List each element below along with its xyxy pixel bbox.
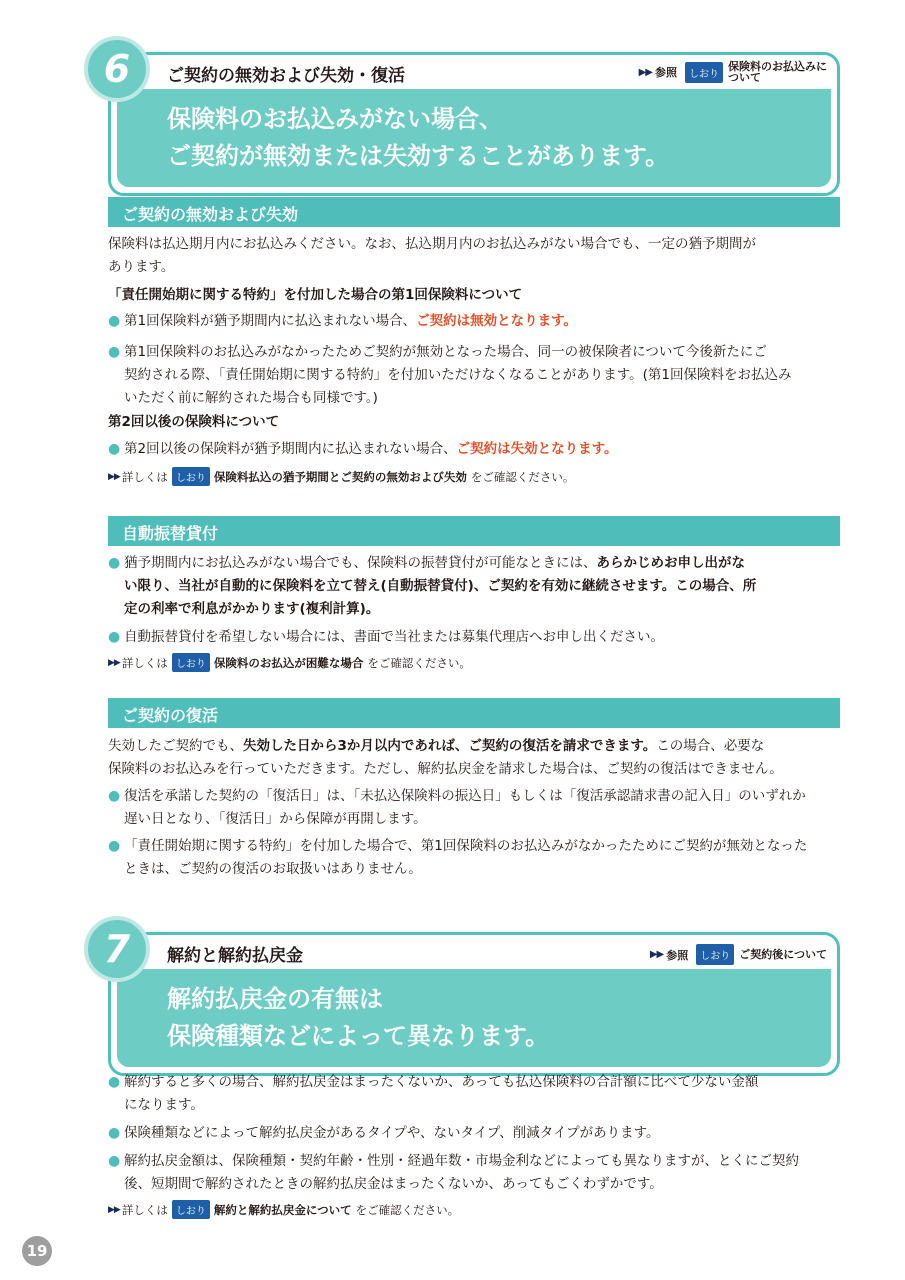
bullet-line: いただく前に解約された場合も同様です。) (124, 390, 378, 406)
bullet-line: になります。 (124, 1097, 204, 1113)
see-suffix: をご確認ください。 (367, 655, 471, 670)
bullet-icon: ● (108, 629, 121, 645)
shiori-badge[interactable]: しおり (696, 944, 734, 965)
bullet-icon: ● (108, 1153, 121, 1169)
revival-intro (108, 735, 843, 781)
section-7-title: 解約と解約払戻金 (167, 946, 303, 966)
bullet-icon: ● (108, 838, 121, 854)
subsection-heading-revival: ご契約の復活 (108, 698, 840, 728)
headline-line2: 保険種類などによって異なります。 (167, 1022, 550, 1050)
bullet-icon: ● (108, 313, 121, 329)
revival-intro-line2: 保険料のお払込みを行っていただきます。ただし、解約払戻金を請求した場合は、ご契約の復活はできません。 (108, 761, 783, 777)
bullet-text: 保険種類などによって解約払戻金があるタイプや、ないタイプ、削減タイプがあります。 (124, 1125, 660, 1141)
bullet-text: 自動振替貸付を希望しない場合には、書面で当社または募集代理店へお申し出ください。 (124, 629, 664, 645)
reference-text[interactable]: ご契約後について (739, 948, 827, 961)
invalid-intro-line1: 保険料は払込期月内にお払込みください。なお、払込期月内のお払込みがない場合でも、一定の猶予期間が (108, 236, 756, 252)
bullet-line: 復活を承諾した契約の「復活日」は、「未払込保険料の振込日」もしくは「復活承認請求書の記入日」のいずれか (124, 788, 806, 804)
double-arrow-icon: ▶▶ (108, 657, 120, 668)
revival-intro-emphasis: 失効した日から3か月以内であれば、ご契約の復活を請求できます。 (243, 738, 657, 754)
double-arrow-icon: ▶▶ (108, 471, 120, 482)
see-title: 解約と解約払戻金について (213, 1202, 352, 1217)
bullet-line: 後、短期間で解約されたときの解約払戻金はまったくないか、あってもごくわずかです。 (124, 1176, 663, 1192)
invalid-intro-line2: あります。 (108, 259, 175, 275)
subsection-heading-auto-loan: 自動振替貸付 (108, 516, 840, 546)
bullet-line: 契約される際、「責任開始期に関する特約」を付加いただけなくなることがあります。(第1回保険料をお払込み (124, 367, 792, 383)
bullet-emphasis: あらかじめお申し出がな (596, 555, 745, 571)
section-7-headline (117, 969, 831, 1067)
list-item (108, 1122, 843, 1145)
headline-line1: 保険料のお払込みがない場合、 (167, 105, 503, 133)
list-item (108, 438, 843, 461)
double-arrow-icon: ▶▶ (649, 949, 664, 960)
section-6-title: ご契約の無効および失効・復活 (167, 66, 405, 86)
section-7-number-badge: 7 (84, 916, 150, 982)
section-7-box (108, 932, 840, 1076)
bullet-icon: ● (108, 1074, 121, 1090)
see-prefix: 詳しくは (121, 1202, 168, 1217)
bullet-icon: ● (108, 788, 121, 804)
see-prefix: 詳しくは (121, 469, 168, 484)
list-item (108, 310, 843, 333)
bullet-line: い限り、当社が自動的に保険料を立て替え(自動振替貸付)、ご契約を有効に継続させます。この場合、所 (124, 578, 757, 594)
list-item (108, 785, 843, 831)
bullet-line: 定の利率で利息がかかります(複利計算)。 (124, 601, 380, 617)
see-details-link[interactable] (108, 467, 574, 486)
section-6-headline (117, 89, 831, 187)
section-7-reference (650, 944, 827, 965)
page-number: 19 (22, 1236, 52, 1266)
revival-intro-text: 失効したご契約でも、 (108, 738, 243, 754)
reference-text[interactable] (728, 61, 827, 83)
bullet-icon: ● (108, 441, 121, 457)
shiori-badge: しおり (172, 653, 210, 672)
list-item (108, 626, 843, 649)
bullet-line: 遅い日となり、「復活日」から保障が再開します。 (124, 811, 427, 827)
shiori-badge: しおり (172, 1200, 210, 1219)
bullet-line: ときは、ご契約の復活のお取扱いはありません。 (124, 861, 422, 877)
first-premium-heading: 「責任開始期に関する特約」を付加した場合の第1回保険料について (108, 287, 523, 303)
bullet-text: 第2回以後の保険料が猶予期間内に払込まれない場合、 (124, 441, 457, 457)
see-suffix: をご確認ください。 (470, 469, 575, 484)
bullet-line: 解約すると多くの場合、解約払戻金はまったくないか、あっても払込保険料の合計額に比べて少ない金額 (124, 1074, 759, 1090)
see-suffix: をご確認ください。 (355, 1202, 460, 1217)
list-item (108, 835, 843, 881)
see-title: 保険料のお払込が困難な場合 (213, 655, 364, 670)
see-title: 保険料払込の猶予期間とご契約の無効および失効 (213, 469, 467, 484)
see-prefix: 詳しくは (121, 655, 168, 670)
list-item (108, 1150, 843, 1196)
double-arrow-icon: ▶▶ (638, 66, 652, 78)
list-item (108, 1071, 843, 1117)
bullet-line: 解約払戻金額は、保険種類・契約年齢・性別・経過年数・市場金利などによっても異なりますが、とくにご契約 (124, 1153, 799, 1169)
see-details-link[interactable] (108, 1200, 459, 1219)
bullet-icon: ● (108, 1125, 121, 1141)
bullet-icon: ● (108, 555, 121, 571)
section-6-box (108, 52, 840, 196)
reference-text-line1: 保険料のお払込みに (728, 60, 827, 73)
see-details-link[interactable] (108, 653, 471, 672)
shiori-badge: しおり (172, 467, 210, 486)
list-item (108, 341, 843, 410)
bullet-emphasis: ご契約は失効となります。 (456, 441, 618, 457)
shiori-badge[interactable]: しおり (685, 62, 723, 83)
bullet-icon: ● (108, 344, 121, 360)
double-arrow-icon: ▶▶ (108, 1204, 120, 1215)
bullet-line: 第1回保険料のお払込みがなかったためご契約が無効となった場合、同一の被保険者について今後新たにご (124, 344, 767, 360)
reference-label: 参照 (666, 948, 689, 962)
second-premium-heading: 第2回以後の保険料について (108, 414, 280, 430)
headline-line1: 解約払戻金の有無は (167, 985, 383, 1013)
bullet-emphasis: ご契約は無効となります。 (416, 313, 578, 329)
subsection-heading-invalid: ご契約の無効および失効 (108, 197, 840, 227)
invalid-intro (108, 233, 843, 279)
list-item (108, 552, 843, 621)
bullet-line: 「責任開始期に関する特約」を付加した場合で、第1回保険料のお払込みがなかったためにご契約が無効となった (124, 838, 808, 854)
section-6-reference (639, 61, 827, 83)
revival-intro-text: この場合、必要な (656, 738, 765, 754)
bullet-text: 猶予期間内にお払込みがない場合でも、保険料の振替貸付が可能なときには、 (124, 555, 597, 571)
headline-line2: ご契約が無効または失効することがあります。 (167, 142, 670, 170)
reference-text-line2: ついて (728, 71, 761, 84)
reference-label: 参照 (655, 66, 677, 79)
bullet-text: 第1回保険料が猶予期間内に払込まれない場合、 (124, 313, 417, 329)
section-6-number-badge: 6 (84, 36, 150, 102)
